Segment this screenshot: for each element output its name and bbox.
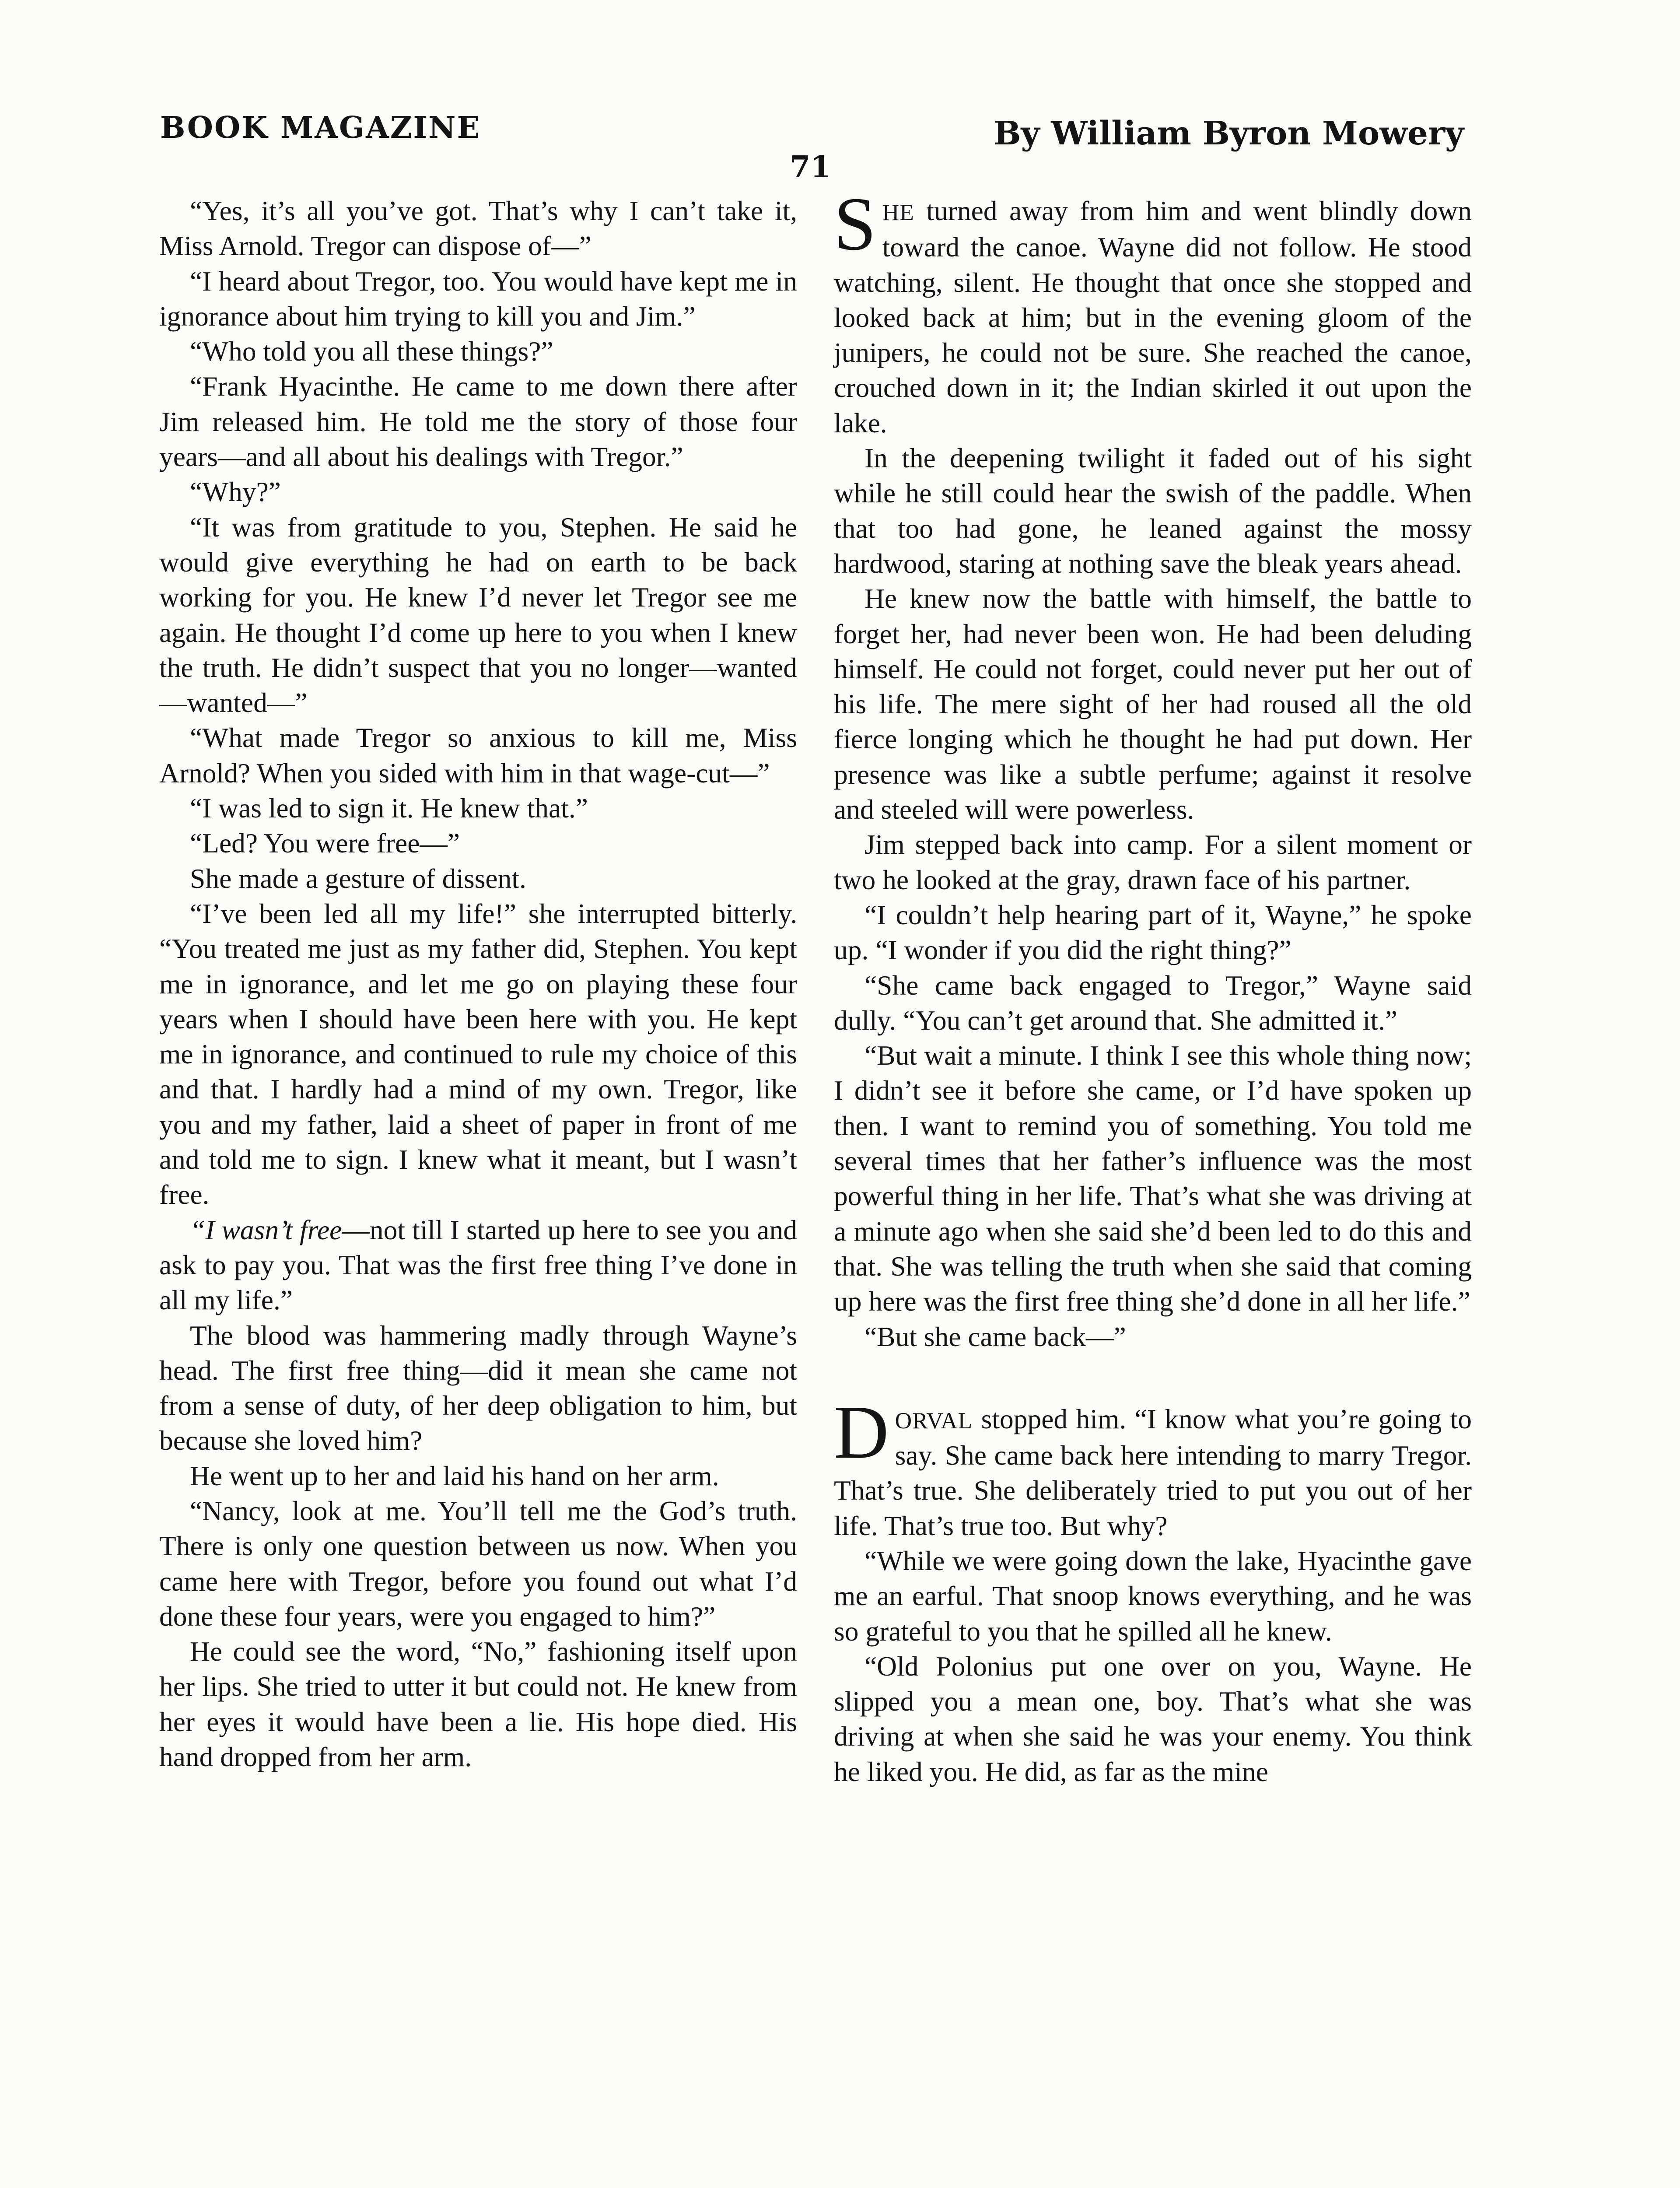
section-opening-paragraph bbox=[834, 182, 1472, 441]
paragraph-text: stopped him. “I know what you’re going to say. She came back here intending to marry Tregor. That’s true. She deliberately tried to put you out of her life. That’s true too. But why? bbox=[834, 1403, 1472, 1541]
left-column bbox=[159, 193, 797, 1774]
page-number: 71 bbox=[790, 150, 831, 185]
paragraph: “Old Polonius put one over on you, Wayne. He slipped you a mean one, boy. That’s what she was driving at when she said he was your enemy. You think he liked you. He did, as far as the mine bbox=[834, 1650, 1472, 1787]
paragraph-text: turned away from him and went blindly down toward the canoe. Wayne did not follow. He stood watching, silent. He thought that once she stopped and looked back at him; but in the evening gloom of the junipers, he could not be sure. She reached the canoe, crouched down in it; the Indian skirled it out upon the lake. bbox=[834, 195, 1472, 438]
paragraph: He knew now the battle with himself, the battle to forget her, had never been won. He had been deluding himself. He could not forget, could never put her out of his life. The mere sight of her had roused all the old fierce longing which he thought he had put down. Her presence was like a subtle perfume; against it resolve and steeled will were powerless. bbox=[834, 583, 1472, 825]
paragraph bbox=[159, 1213, 797, 1318]
drop-cap: S bbox=[834, 182, 876, 266]
paragraph: “Why?” bbox=[190, 476, 281, 508]
paragraph: “Who told you all these things?” bbox=[190, 336, 553, 367]
paragraph: “I was led to sign it. He knew that.” bbox=[190, 792, 588, 824]
paragraph: “I heard about Tregor, too. You would have kept me in ignorance about him trying to kill you and Jim.” bbox=[159, 265, 797, 332]
paragraph: “I couldn’t help hearing part of it, Wayne,” he spoke up. “I wonder if you did the right thing?” bbox=[834, 899, 1472, 966]
italic-phrase: “I wasn’t free bbox=[190, 1214, 342, 1245]
author-byline: By William Byron Mowery bbox=[993, 115, 1464, 152]
paragraph: He went up to her and laid his hand on her arm. bbox=[190, 1460, 719, 1491]
paragraph: “It was from gratitude to you, Stephen. He said he would give everything he had on earth to be back working for you. He knew I’d never let Tregor see me again. He thought I’d come up here to you when I knew the truth. He didn’t suspect that you no longer—wanted—wanted—” bbox=[159, 511, 797, 719]
small-caps-lead: ORVAL bbox=[895, 1407, 973, 1434]
paragraph: “But she came back—” bbox=[864, 1321, 1126, 1352]
paragraph: “But wait a minute. I think I see this whole thing now; I didn’t see it before she came, or I’d have spoken up then. I want to remind you of something. You told me several times that her father’s influence was the most powerful thing in her life. That’s what she was driving at a minute ago when she said she’d been led to do this and that. She was telling the truth when she said that coming up here was the first free thing she’d done in all her life.” bbox=[834, 1040, 1472, 1317]
section-opening-paragraph bbox=[834, 1389, 1472, 1543]
paragraph: She made a gesture of dissent. bbox=[190, 863, 526, 894]
small-caps-lead: HE bbox=[882, 199, 914, 225]
paragraph-text: —not till I started up here to see you and ask to pay you. That was the first free thing I’ve done in all my life.” bbox=[159, 1214, 797, 1316]
paragraph: “What made Tregor so anxious to kill me, Miss Arnold? When you sided with him in that wage-cut—” bbox=[159, 722, 797, 789]
section-break bbox=[834, 1354, 1472, 1402]
paragraph: “While we were going down the lake, Hyacinthe gave me an earful. That snoop knows everything, and he was so grateful to you that he spilled all he knew. bbox=[834, 1545, 1472, 1647]
magazine-title: BOOK MAGAZINE bbox=[160, 110, 481, 145]
paragraph: “Frank Hyacinthe. He came to me down there after Jim released him. He told me the story of those four years—and all about his dealings with Tregor.” bbox=[159, 371, 797, 473]
paragraph: He could see the word, “No,” fashioning itself upon her lips. She tried to utter it but could not. He knew from her eyes it would have been a lie. His hope died. His hand dropped from her arm. bbox=[159, 1636, 797, 1773]
paragraph: “Yes, it’s all you’ve got. That’s why I can’t take it, Miss Arnold. Tregor can dispose of—” bbox=[159, 195, 797, 262]
paragraph: The blood was hammering madly through Wayne’s head. The first free thing—did it mean she came not from a sense of duty, of her deep obligation to him, but because she loved him? bbox=[159, 1319, 797, 1456]
paragraph: “I’ve been led all my life!” she interrupted bitterly. “You treated me just as my father did, Stephen. You kept me in ignorance, and let me go on playing these four years when I should have been here with you. He kept me in ignorance, and continued to rule my choice of this and that. I hardly had a mind of my own. Tregor, like you and my father, laid a sheet of paper in front of me and told me to sign. I knew what it meant, but I wasn’t free. bbox=[159, 898, 797, 1210]
drop-cap: D bbox=[834, 1389, 889, 1474]
paragraph: “She came back engaged to Tregor,” Wayne said dully. “You can’t get around that. She admitted it.” bbox=[834, 969, 1472, 1036]
paragraph: In the deepening twilight it faded out of his sight while he still could hear the swish of the paddle. When that too had gone, he leaned against the mossy hardwood, staring at nothing save the bleak years ahead. bbox=[834, 442, 1472, 579]
paragraph: “Led? You were free—” bbox=[190, 828, 460, 859]
paragraph: “Nancy, look at me. You’ll tell me the God’s truth. There is only one question between us now. When you came here with Tregor, before you found out what I’d done these four years, were you engaged to him?” bbox=[159, 1495, 797, 1632]
paragraph: Jim stepped back into camp. For a silent moment or two he looked at the gray, drawn face of his partner. bbox=[834, 829, 1472, 895]
right-column bbox=[834, 182, 1472, 1789]
